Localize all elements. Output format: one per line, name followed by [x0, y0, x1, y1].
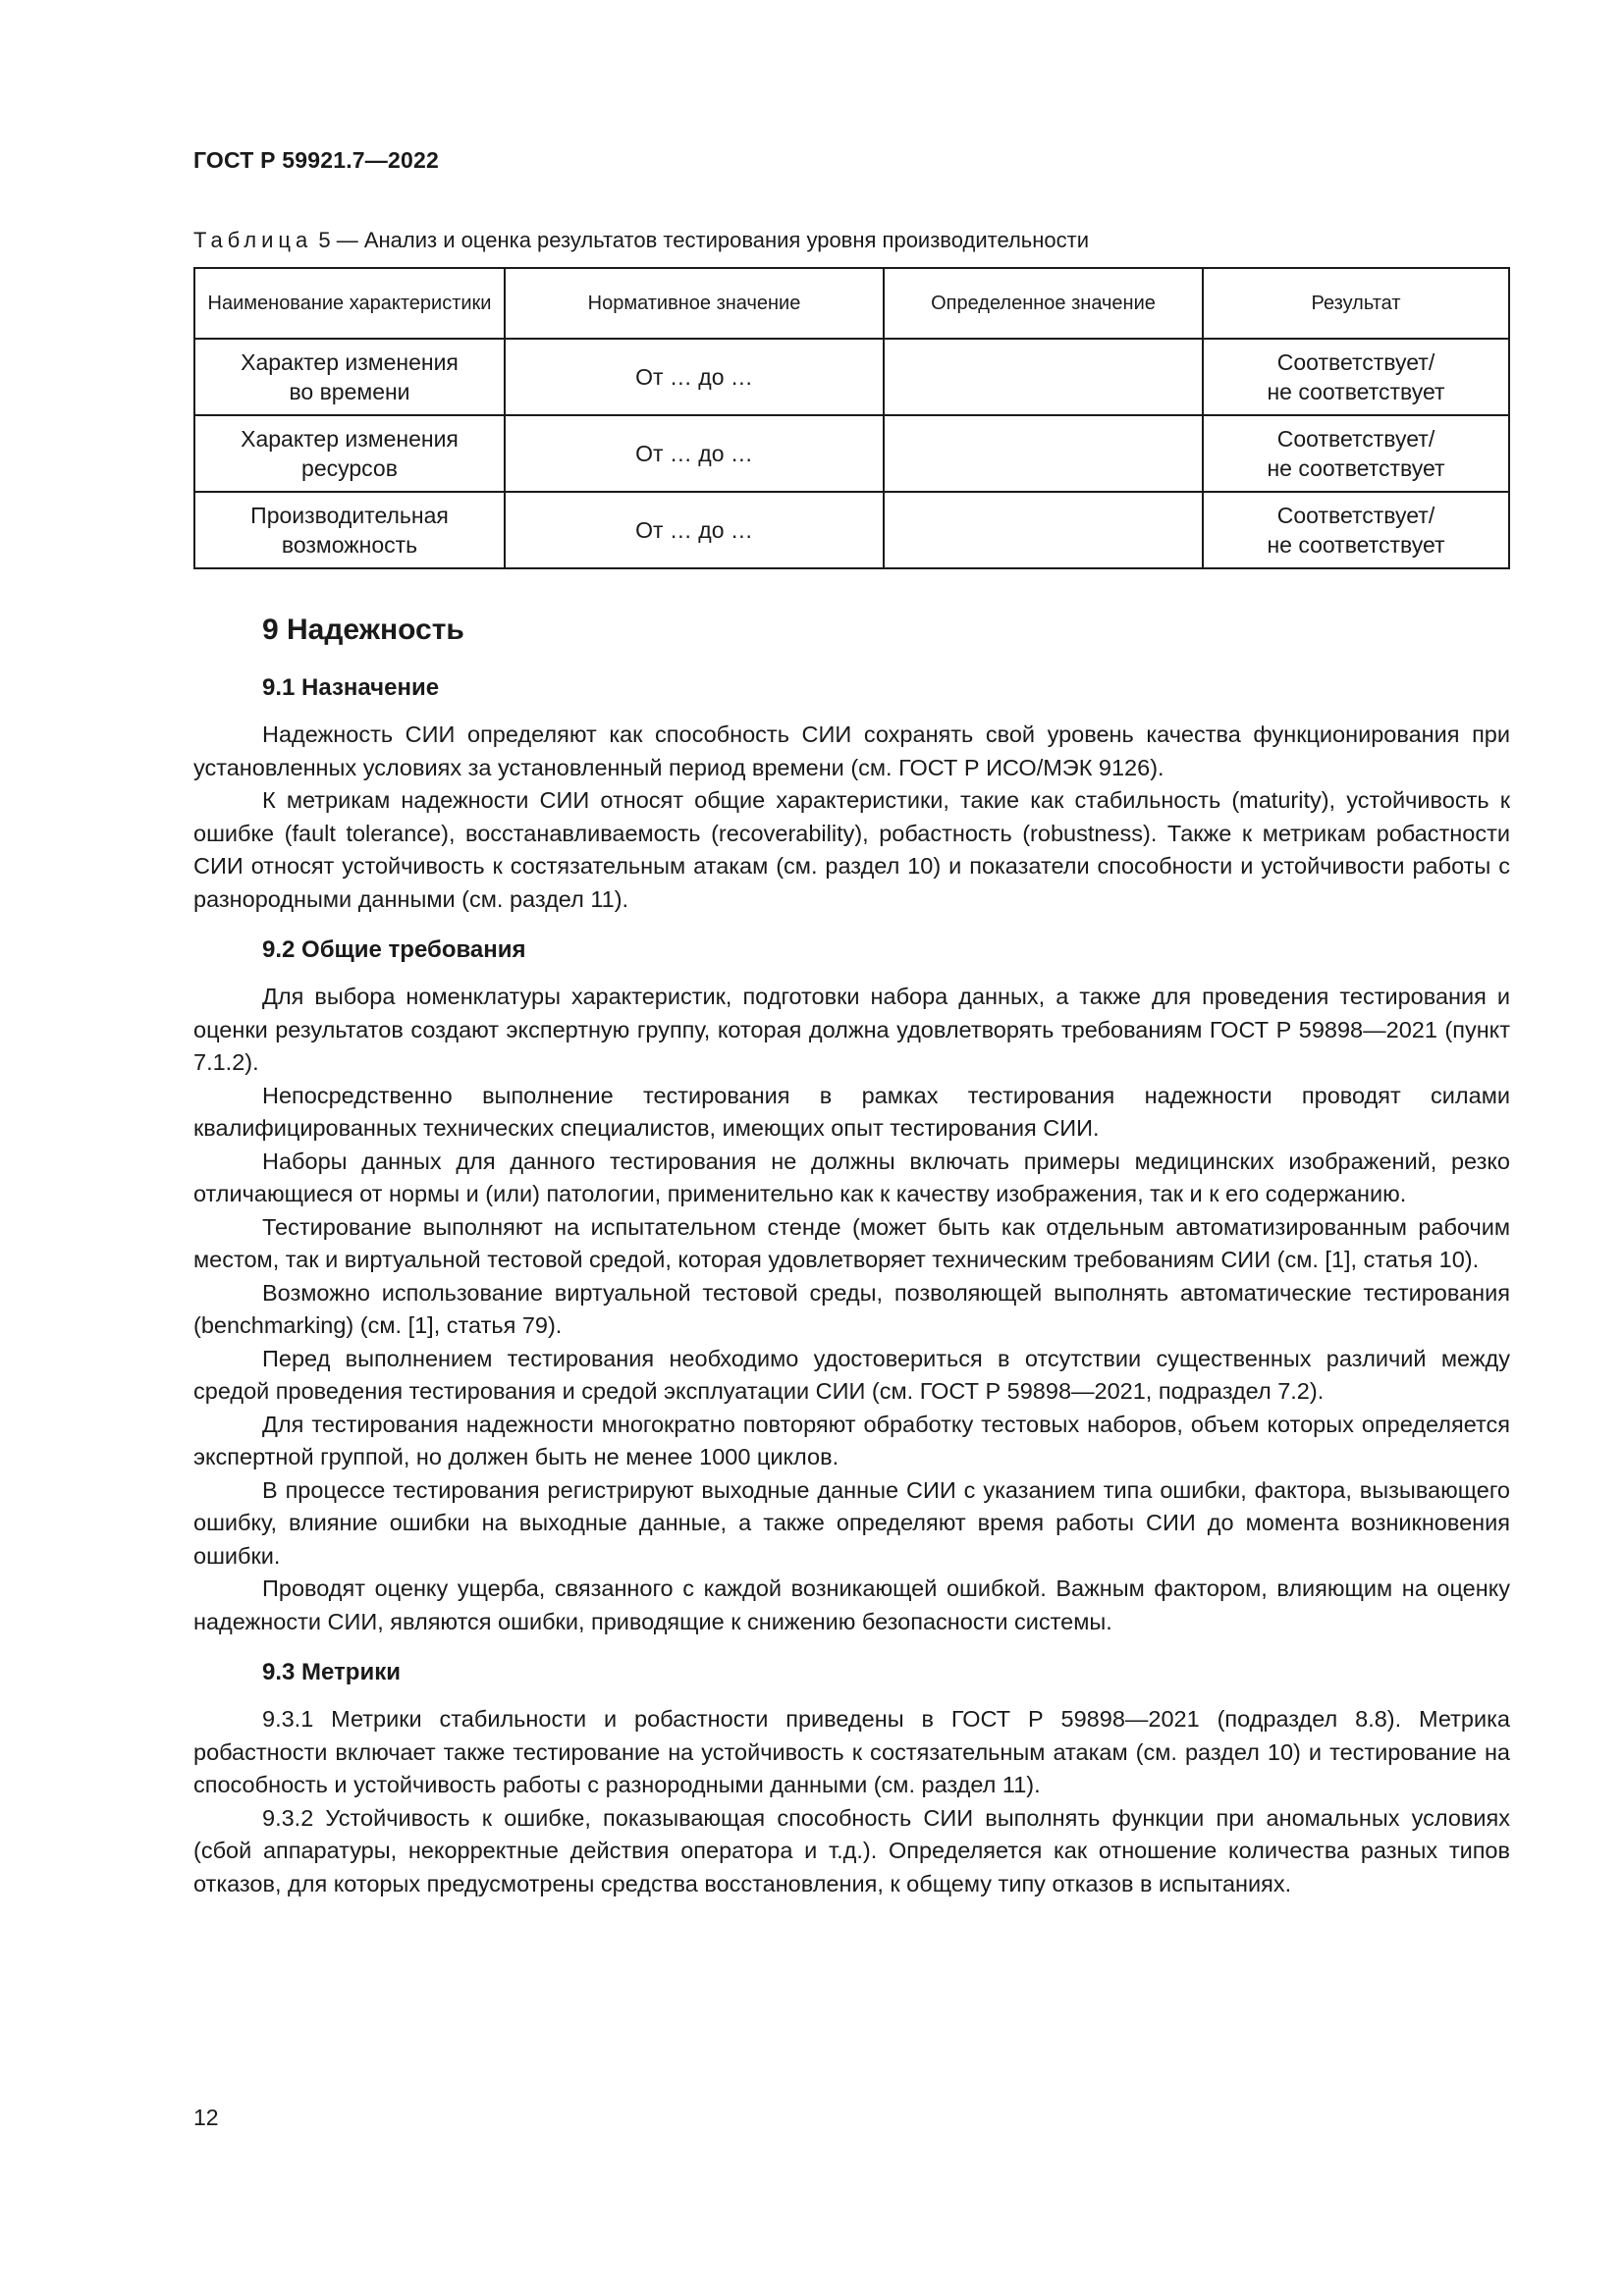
table-row — [194, 415, 1509, 492]
cell-line: ресурсов — [301, 455, 398, 481]
paragraph: 9.3.1 Метрики стабильности и робастности приведены в ГОСТ Р 59898—2021 (подраздел 8.8). Метрика робастности включает также тестирование на устойчивость к состязательным атакам (см. раздел 10) и тестирование на способность и устойчивость работы с разнородными данными (см. раздел 11). — [193, 1706, 1510, 1797]
cell-normative: От … до … — [505, 415, 884, 492]
cell-line: во времени — [289, 379, 410, 404]
document-header: ГОСТ Р 59921.7—2022 — [193, 147, 439, 173]
cell-characteristic — [194, 415, 505, 492]
results-table — [193, 267, 1510, 569]
paragraph: 9.3.2 Устойчивость к ошибке, показывающая способность СИИ выполнять функции при аномальных условиях (сбой аппаратуры, некорректные действия оператора и т.д.). Определяется как отношение количества разных типов отказов, для которых предусмотрены средства восстановления, к общему типу отказов в испытаниях. — [193, 1804, 1510, 1896]
paragraph: К метрикам надежности СИИ относят общие характеристики, такие как стабильность (maturity), устойчивость к ошибке (fault tolerance), восстанавливаемость (recoverability), робастность (robustness). Также к метрикам робастности СИИ относят устойчивость к состязательным атакам (см. раздел 10) и показатели способности и устойчивости работы с разнородными данными (см. раздел 11). — [193, 787, 1510, 912]
cell-line: не соответствует — [1267, 379, 1445, 404]
page-number: 12 — [193, 2105, 219, 2130]
cell-line: Соответствует/ — [1276, 503, 1435, 528]
paragraph: Тестирование выполняют на испытательном стенде (может быть как отдельным автоматизированным рабочим местом, так и виртуальной тестовой средой, которая удовлетворяет техническим требованиям СИИ (см. [1], статья 10). — [193, 1213, 1510, 1272]
cell-result — [1203, 415, 1509, 492]
cell-line: Производительная — [250, 503, 449, 528]
section-title: 9 Надежность — [262, 614, 464, 646]
paragraph: Для выбора номенклатуры характеристик, подготовки набора данных, а также для проведения тестирования и оценки результатов создают экспертную группу, которая должна удовлетворять требованиям ГОСТ Р 59898—2021 (пункт 7.1.2). — [193, 984, 1510, 1075]
cell-determined — [884, 339, 1203, 415]
paragraph: Перед выполнением тестирования необходимо удостовериться в отсутствии существенных различий между средой проведения тестирования и средой эксплуатации СИИ (см. ГОСТ Р 59898—2021, подраздел 7.2). — [193, 1345, 1510, 1404]
cell-characteristic — [194, 339, 505, 415]
cell-line: не соответствует — [1267, 455, 1445, 481]
cell-normative: От … до … — [505, 339, 884, 415]
cell-line: не соответствует — [1267, 532, 1445, 558]
paragraph: Надежность СИИ определяют как способность СИИ сохранять свой уровень качества функционирования при установленных условиях за установленный период времени (см. ГОСТ Р ИСО/МЭК 9126). — [193, 721, 1510, 780]
table-row — [194, 339, 1509, 415]
cell-line: Соответствует/ — [1276, 349, 1435, 375]
header-result: Результат — [1203, 268, 1509, 339]
table-caption-text: 5 — Анализ и оценка результатов тестирования уровня производительности — [312, 228, 1090, 252]
table-header-row — [194, 268, 1509, 339]
paragraph: Наборы данных для данного тестирования не должны включать примеры медицинских изображений, резко отличающиеся от нормы и (или) патологии, применительно как к качеству изображения, так и к его содержанию. — [193, 1148, 1510, 1206]
cell-line: Характер изменения — [241, 426, 459, 452]
cell-characteristic — [194, 492, 505, 568]
cell-normative: От … до … — [505, 492, 884, 568]
subsection-title: 9.2 Общие требования — [262, 936, 526, 963]
header-normative: Нормативное значение — [505, 268, 884, 339]
paragraph: Возможно использование виртуальной тестовой среды, позволяющей выполнять автоматические тестирования (benchmarking) (см. [1], статья 79). — [193, 1279, 1510, 1338]
cell-line: Характер изменения — [241, 349, 459, 375]
table-row — [194, 492, 1509, 568]
cell-line: Соответствует/ — [1276, 426, 1435, 452]
paragraph: В процессе тестирования регистрируют выходные данные СИИ с указанием типа ошибки, фактора, вызывающего ошибку, влияние ошибки на выходные данные, а также определяют время работы СИИ до момента возникновения ошибки. — [193, 1476, 1510, 1569]
table-caption — [193, 228, 1089, 253]
header-characteristic: Наименование характеристики — [194, 268, 505, 339]
cell-line: возможность — [281, 532, 418, 558]
table-caption-label: Таблица — [193, 228, 313, 252]
subsection-title: 9.3 Метрики — [262, 1659, 401, 1685]
paragraph: Непосредственно выполнение тестирования в рамках тестирования надежности проводят силами квалифицированных технических специалистов, имеющих опыт тестирования СИИ. — [193, 1082, 1510, 1141]
header-determined: Определенное значение — [884, 268, 1203, 339]
cell-result — [1203, 339, 1509, 415]
cell-determined — [884, 492, 1203, 568]
cell-result — [1203, 492, 1509, 568]
document-body — [193, 609, 1510, 1900]
paragraph: Для тестирования надежности многократно повторяют обработку тестовых наборов, объем которых определяется экспертной группой, но должен быть не менее 1000 циклов. — [193, 1411, 1510, 1469]
cell-determined — [884, 415, 1203, 492]
paragraph: Проводят оценку ущерба, связанного с каждой возникающей ошибкой. Важным фактором, влияющим на оценку надежности СИИ, являются ошибки, приводящие к снижению безопасности системы. — [193, 1575, 1510, 1634]
subsection-title: 9.1 Назначение — [262, 674, 440, 701]
